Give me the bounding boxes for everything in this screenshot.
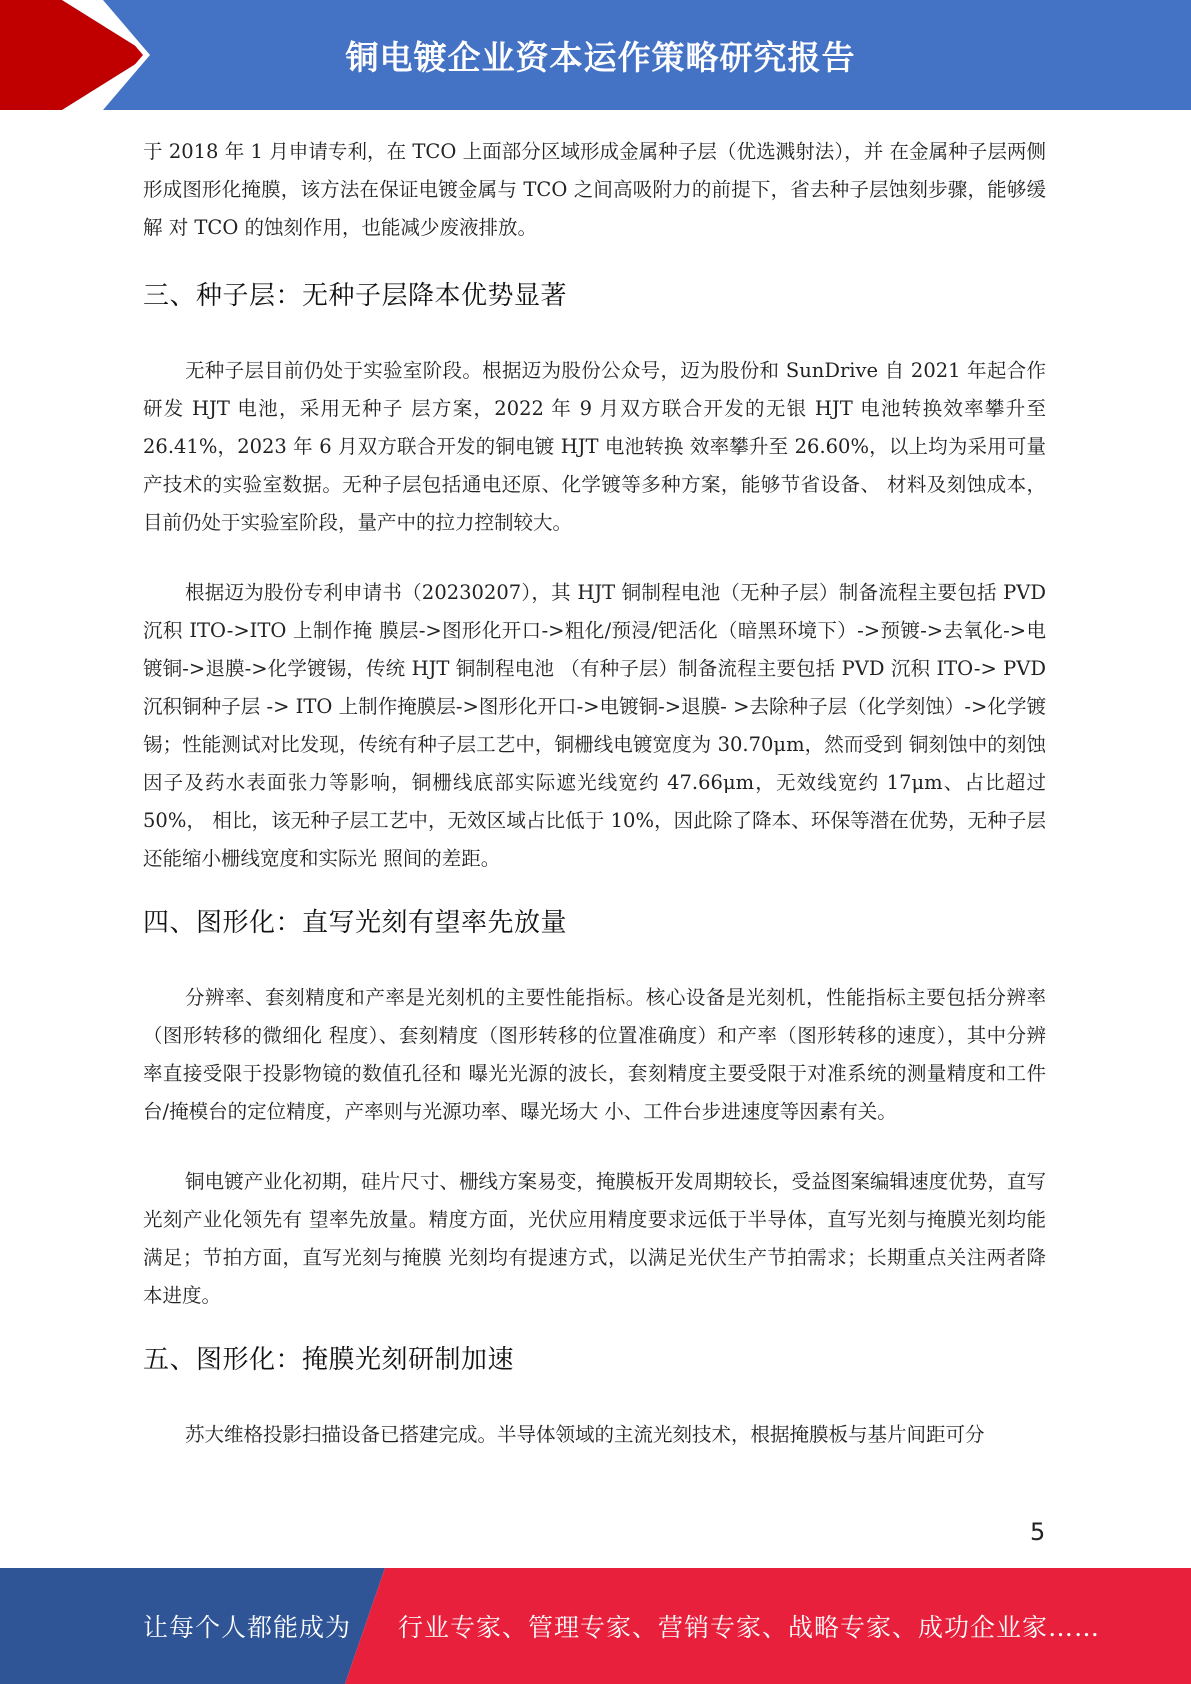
footer-slogan-left: 让每个人都能成为	[143, 1613, 352, 1642]
paragraph: 苏大维格投影扫描设备已搭建完成。半导体领域的主流光刻技术，根据掩膜板与基片间距可分	[185, 1423, 985, 1446]
document-body	[143, 133, 1046, 1454]
footer-slogan-right: 行业专家、管理专家、营销专家、战略专家、成功企业家……	[398, 1613, 1101, 1642]
header-title: 铜电镀企业资本运作策略研究报告	[345, 37, 856, 77]
page-footer	[0, 1568, 1191, 1684]
intro-paragraph: 于 2018 年 1 月申请专利，在 TCO 上面部分区域形成金属种子层（优选溅射法），并 在金属种子层两侧形成图形化掩膜，该方法在保证电镀金属与 TCO 之间高吸附力的前提下，省去种子层蚀刻步骤，能够缓解 对 TCO 的蚀刻作用，也能减少废液排放。	[143, 140, 1046, 239]
section-heading-direct-write: 四、图形化：直写光刻有望率先放量	[143, 908, 568, 938]
page-header	[0, 0, 1191, 110]
section-heading-seed-layer: 三、种子层：无种子层降本优势显著	[143, 281, 568, 311]
paragraph: 无种子层目前仍处于实验室阶段。根据迈为股份公众号，迈为股份和 SunDrive 自 2021 年起合作研发 HJT 电池，采用无种子 层方案，2022 年 9 月双方联合开发的无银 HJT 电池转换效率攀升至 26.41%，2023 年 6 月双方联合开发的铜电镀 HJT 电池转换 效率攀升至 26.60%，以上均为采用可量产技术的实验室数据。无种子层包括通电还原、化学镀等多种方案，能够节省设备、 材料及刻蚀成本，目前仍处于实验室阶段，量产中的拉力控制较大。	[143, 359, 1046, 534]
page-number: 5	[1030, 1518, 1046, 1546]
paragraph: 根据迈为股份专利申请书（20230207），其 HJT 铜制程电池（无种子层）制备流程主要包括 PVD 沉积 ITO->ITO 上制作掩 膜层->图形化开口->粗化/预浸/钯活化（暗黑环境下）->预镀->去氧化->电镀铜->退膜->化学镀锡，传统 HJT 铜制程电池 （有种子层）制备流程主要包括 PVD 沉积 ITO-> PVD 沉积铜种子层 -> ITO 上制作掩膜层->图形化开口->电镀铜->退膜- >去除种子层（化学刻蚀）->化学镀锡；性能测试对比发现，传统有种子层工艺中，铜栅线电镀宽度为 30.70μm，然而受到 铜刻蚀中的刻蚀因子及药水表面张力等影响，铜栅线底部实际遮光线宽约 47.66μm，无效线宽约 17μm、占比超过 50%， 相比，该无种子层工艺中，无效区域占比低于 10%，因此除了降本、环保等潜在优势，无种子层还能缩小栅线宽度和实际光 照间的差距。	[143, 581, 1046, 870]
section-heading-mask-lithography: 五、图形化：掩膜光刻研制加速	[143, 1345, 515, 1375]
paragraph: 铜电镀产业化初期，硅片尺寸、栅线方案易变，掩膜板开发周期较长，受益图案编辑速度优势，直写光刻产业化领先有 望率先放量。精度方面，光伏应用精度要求远低于半导体，直写光刻与掩膜光刻均能满足；节拍方面，直写光刻与掩膜 光刻均有提速方式，以满足光伏生产节拍需求；长期重点关注两者降本进度。	[143, 1170, 1046, 1307]
paragraph: 分辨率、套刻精度和产率是光刻机的主要性能指标。核心设备是光刻机，性能指标主要包括分辨率（图形转移的微细化 程度）、套刻精度（图形转移的位置准确度）和产率（图形转移的速度），其中分辨率直接受限于投影物镜的数值孔径和 曝光光源的波长，套刻精度主要受限于对准系统的测量精度和工件台/掩模台的定位精度，产率则与光源功率、曝光场大 小、工件台步进速度等因素有关。	[143, 986, 1046, 1123]
